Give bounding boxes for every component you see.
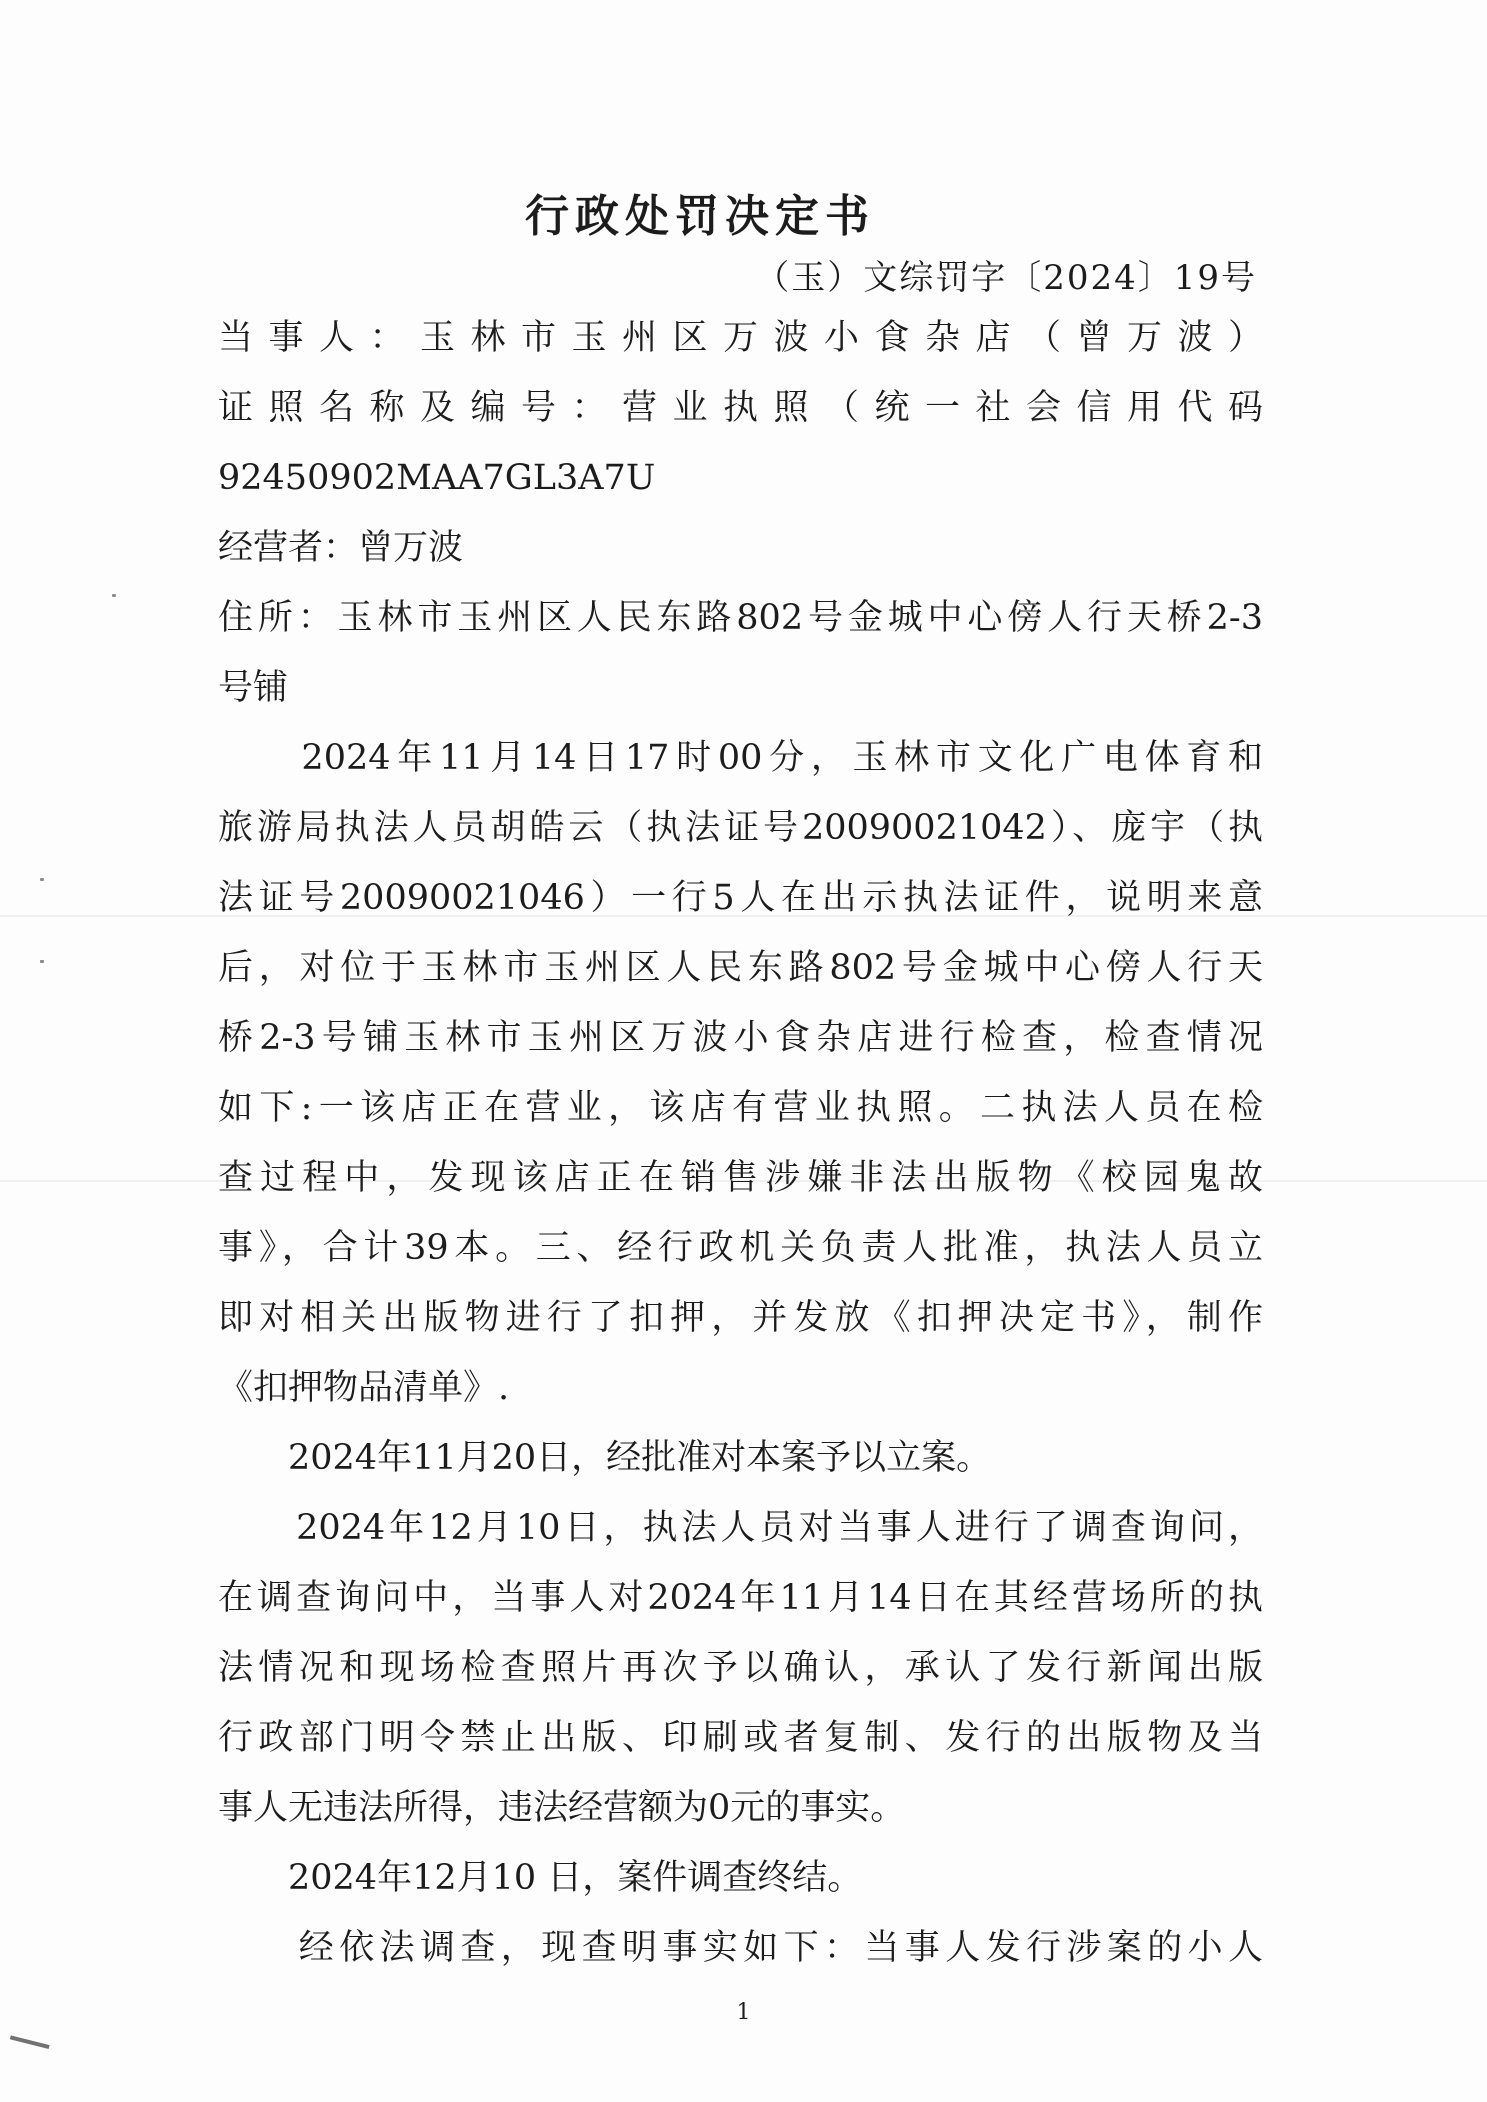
text-line: 事》，合计39本。三、经行政机关负责人批准，执法人员立 [218,1228,1263,1268]
page-number: 1 [736,2000,751,2025]
text-line-address-cont: 号铺 [218,668,289,708]
scan-speck [40,960,44,963]
text-line: 桥2-3号铺玉林市玉州区万波小食杂店进行检查，检查情况 [218,1018,1263,1058]
text-line: 2024年11月14日17时00分，玉林市文化广电体育和 [218,738,1263,778]
text-line: 即对相关出版物进行了扣押，并发放《扣押决定书》，制作 [218,1298,1263,1338]
text-line-address: 住所：玉林市玉州区人民东路802号金城中心傍人行天桥2-3 [218,598,1263,638]
text-line: 旅游局执法人员胡皓云（执法证号20090021042）、庞宇（执 [218,808,1263,848]
text-line: 在调查询问中，当事人对2024年11月14日在其经营场所的执 [218,1578,1263,1618]
text-line: 如下:一该店正在营业，该店有营业执照。二执法人员在检 [218,1088,1263,1128]
document-number: （玉）文综罚字〔2024〕19号 [755,258,1257,298]
text-line-credit-code: 92450902MAA7GL3A7U [218,458,656,498]
text-line: 经依法调查，现查明事实如下：当事人发行涉案的小人 [218,1928,1263,1968]
text-line: 2024年11月20日，经批准对本案予以立案。 [218,1438,992,1478]
text-line: 事人无违法所得，违法经营额为0元的事实。 [218,1788,906,1828]
text-line: 2024年12月10日，执法人员对当事人进行了调查询问， [218,1508,1263,1548]
text-line: 查过程中，发现该店正在销售涉嫌非法出版物《校园鬼故 [218,1158,1263,1198]
text-line-operator: 经营者：曾万波 [218,528,464,568]
text-line: 2024年12月10 日，案件调查终结。 [218,1858,863,1898]
text-line: 法证号20090021046）一行5人在出示执法证件，说明来意 [218,878,1263,918]
text-line: 后，对位于玉林市玉州区人民东路802号金城中心傍人行天 [218,948,1263,988]
text-line: 行政部门明令禁止出版、印刷或者复制、发行的出版物及当 [218,1718,1263,1758]
text-line: 法情况和现场检查照片再次予以确认，承认了发行新闻出版 [218,1648,1263,1688]
text-line-license: 证照名称及编号：营业执照（统一社会信用代码 [218,388,1263,428]
scan-speck [40,878,44,881]
scan-corner-mark [6,2035,49,2062]
document-title: 行政处罚决定书 [525,191,875,242]
text-line-party: 当事人：玉林市玉州区万波小食杂店（曾万波） [218,318,1263,358]
text-line: 《扣押物品清单》. [218,1368,510,1408]
scan-speck [112,594,116,597]
